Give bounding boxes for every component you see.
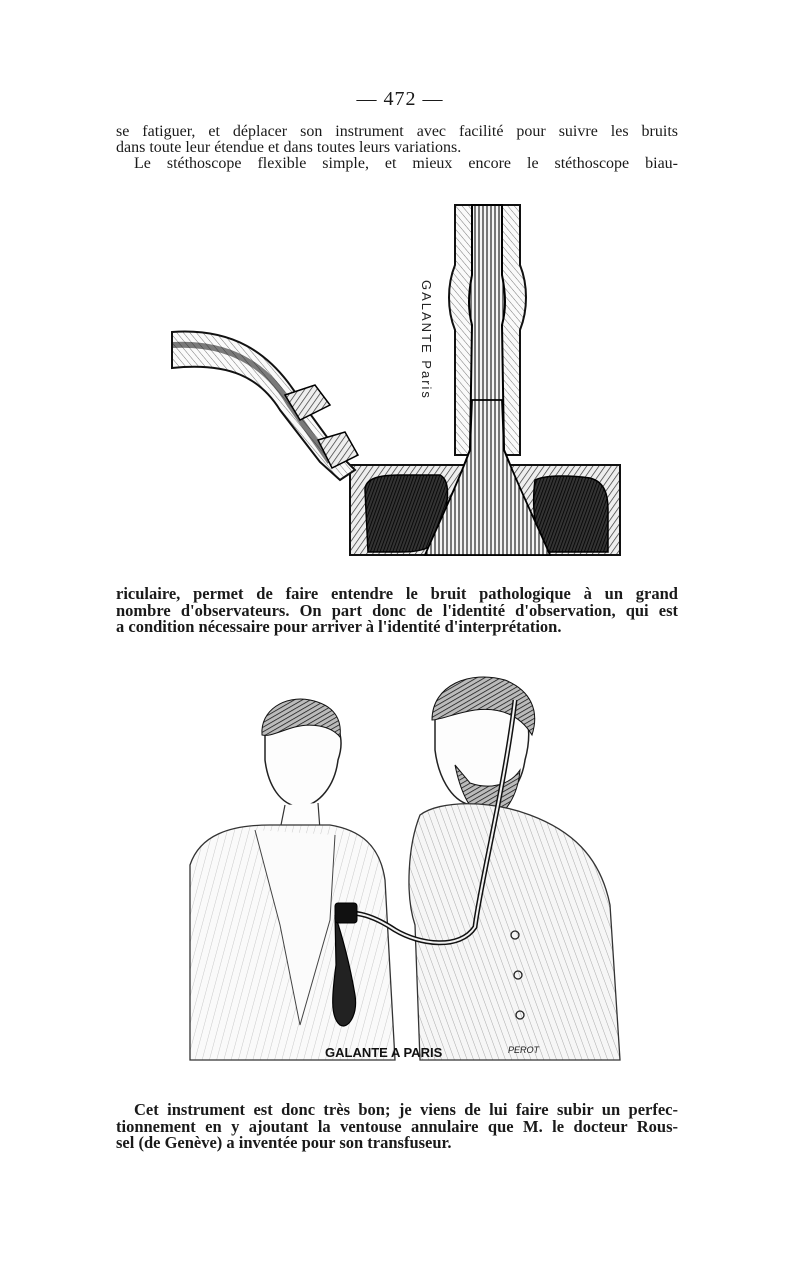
engraver-mark-text: PEROT (508, 1045, 540, 1055)
text-line: sel (de Genève) a inventée pour son transfuseur. (116, 1133, 452, 1152)
text-line: Le stéthoscope flexible simple, et mieux encore le stéthoscope biau- (134, 155, 678, 172)
text-line: riculaire, permet de faire entendre le bruit pathologique à un grand (116, 584, 678, 603)
chest-piece (335, 903, 357, 923)
physician-figure (409, 677, 620, 1060)
stethoscope-engraving (150, 200, 630, 572)
right-chamber (534, 476, 608, 552)
text-line: a condition nécessaire pour arriver à l'identité d'interprétation. (116, 617, 562, 636)
text-line: Cet instrument est donc très bon; je viens de lui faire subir un perfec- (134, 1100, 678, 1119)
auscultation-illustration-figure (170, 665, 630, 1080)
page-number: — 472 — (356, 88, 444, 110)
paragraph-bottom (116, 1102, 678, 1152)
maker-mark-text: GALANTE A PARIS (325, 1045, 443, 1060)
maker-mark-text: GALANTE Paris (419, 280, 434, 400)
stethoscope-cross-section-figure (150, 200, 630, 572)
text-line: se fatiguer, et déplacer son instrument avec facilité pour suivre les bruits (116, 123, 678, 140)
auscultation-engraving (170, 665, 630, 1080)
paragraph-top (116, 124, 678, 172)
patient-figure (190, 699, 395, 1060)
text-line: tionnement en y ajoutant la ventouse annulaire que M. le docteur Rous- (116, 1116, 678, 1136)
text-line: dans toute leur étendue et dans toutes leurs variations. (116, 139, 462, 156)
paragraph-middle (116, 586, 678, 636)
text-line: nombre d'observateurs. On part donc de l'identité d'observation, qui est (116, 600, 678, 620)
